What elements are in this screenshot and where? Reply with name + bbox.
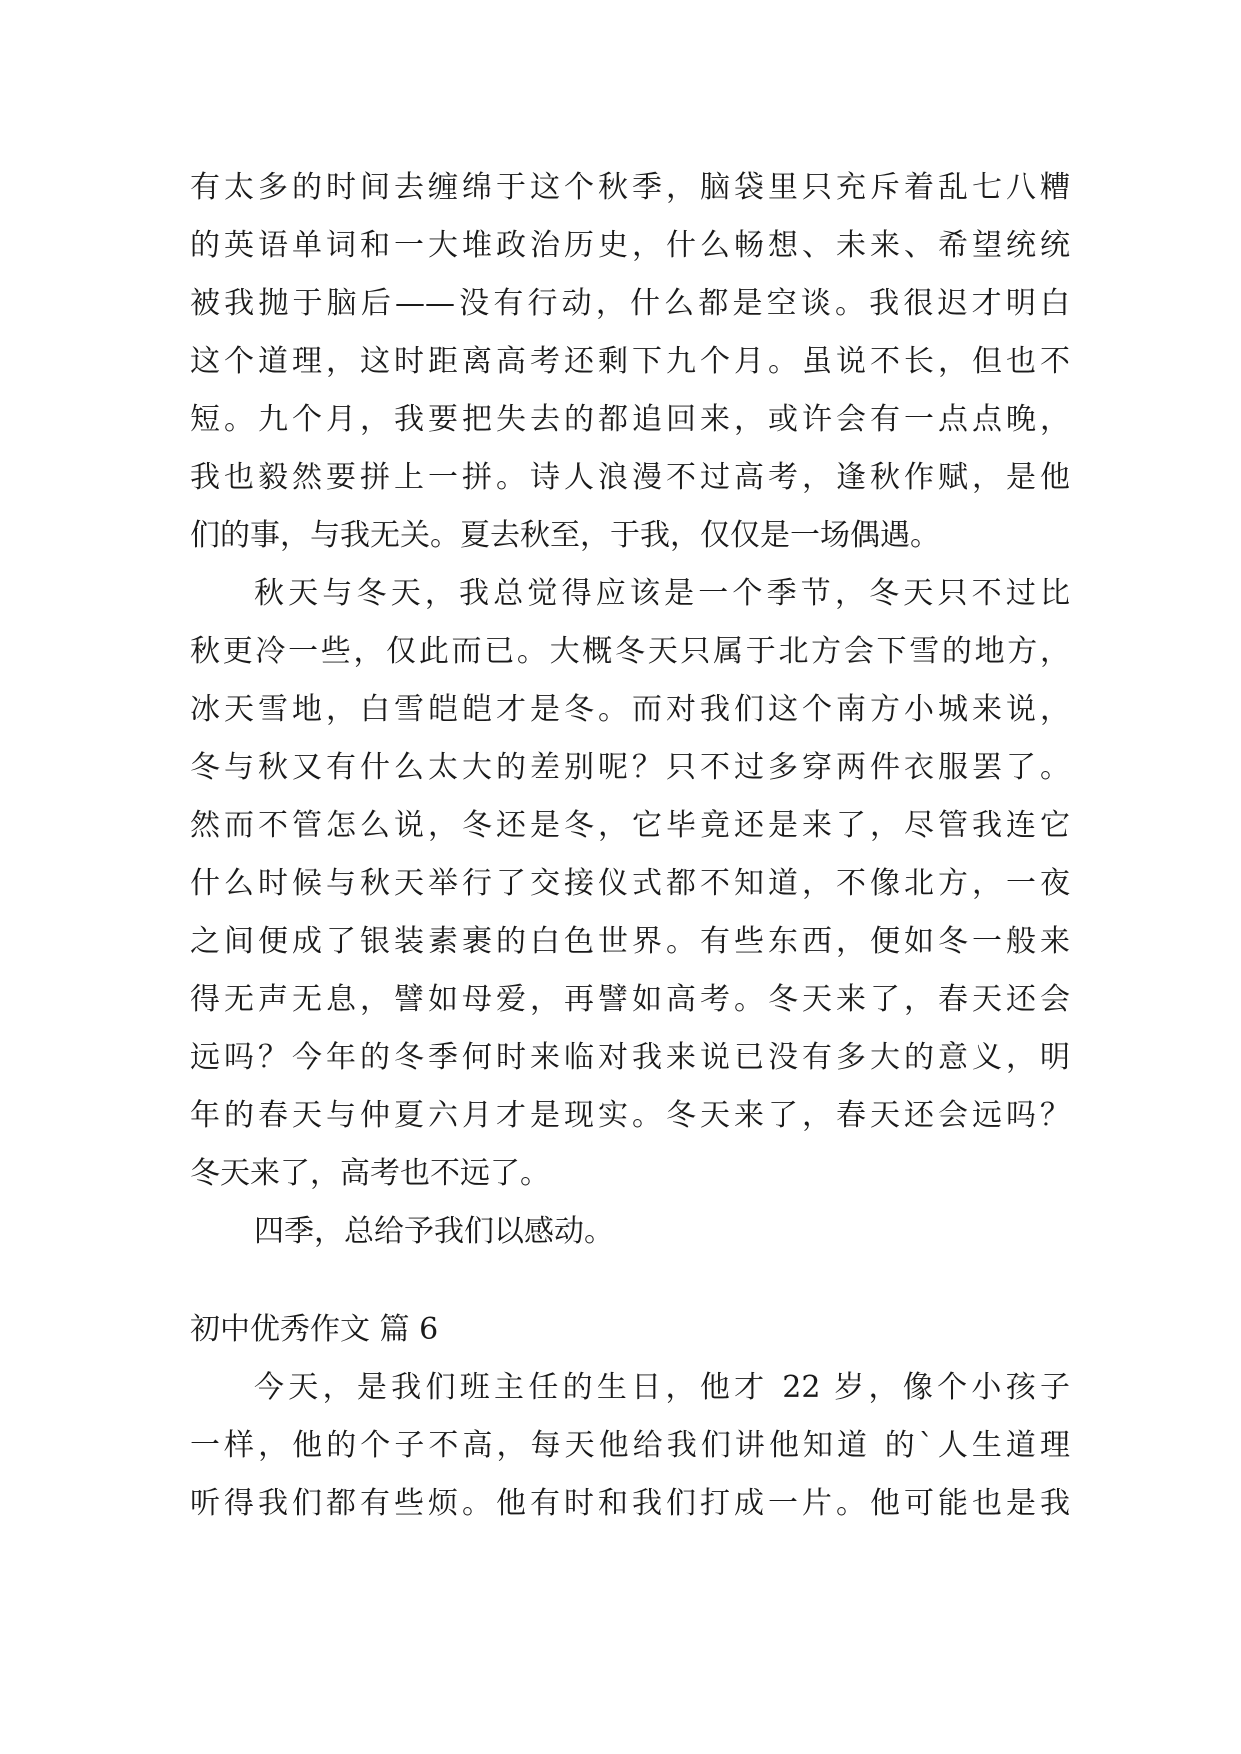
text-line: 们的事，与我无关。夏去秋至，于我，仅仅是一场偶遇。 bbox=[190, 518, 940, 553]
section-heading: 初中优秀作文 篇 6 bbox=[190, 1312, 439, 1347]
paragraph-autumn bbox=[190, 159, 1070, 565]
paragraph-seasons bbox=[190, 1203, 1070, 1261]
text-line: 听得我们都有些烦。他有时和我们打成一片。他可能也是我 bbox=[190, 1486, 1070, 1521]
text-line: 远吗？今年的冬季何时来临对我来说已没有多大的意义，明 bbox=[190, 1040, 1070, 1075]
document-body bbox=[190, 159, 1070, 1533]
text-line: 四季，总给予我们以感动。 bbox=[254, 1214, 614, 1249]
text-line: 冰天雪地，白雪皑皑才是冬。而对我们这个南方小城来说， bbox=[190, 692, 1070, 727]
text-line: 有太多的时间去缠绵于这个秋季，脑袋里只充斥着乱七八糟 bbox=[190, 170, 1070, 205]
text-line: 冬天来了，高考也不远了。 bbox=[190, 1156, 550, 1191]
text-line: 秋更冷一些，仅此而已。大概冬天只属于北方会下雪的地方， bbox=[190, 634, 1070, 669]
text-line: 年的春天与仲夏六月才是现实。冬天来了，春天还会远吗？ bbox=[190, 1098, 1070, 1133]
text-line: 短。九个月，我要把失去的都追回来，或许会有一点点晚， bbox=[190, 402, 1070, 437]
text-line: 这个道理，这时距离高考还剩下九个月。虽说不长，但也不 bbox=[190, 344, 1070, 379]
text-line: 什么时候与秋天举行了交接仪式都不知道，不像北方，一夜 bbox=[190, 866, 1070, 901]
text-line: 我也毅然要拼上一拼。诗人浪漫不过高考，逢秋作赋，是他 bbox=[190, 460, 1070, 495]
section-gap bbox=[190, 1261, 1070, 1301]
text-line: 一样，他的个子不高，每天他给我们讲他知道 的`人生道理 bbox=[190, 1428, 1070, 1463]
text-line: 今天，是我们班主任的生日，他才 22 岁，像个小孩子 bbox=[254, 1370, 1070, 1405]
text-line: 秋天与冬天，我总觉得应该是一个季节，冬天只不过比 bbox=[254, 576, 1070, 611]
text-line: 被我抛于脑后——没有行动，什么都是空谈。我很迟才明白 bbox=[190, 286, 1070, 321]
paragraph-winter bbox=[190, 565, 1070, 1203]
text-line: 冬与秋又有什么太大的差别呢？只不过多穿两件衣服罢了。 bbox=[190, 750, 1070, 785]
paragraph-teacher bbox=[190, 1359, 1070, 1533]
text-line: 的英语单词和一大堆政治历史，什么畅想、未来、希望统统 bbox=[190, 228, 1070, 263]
text-line: 得无声无息，譬如母爱，再譬如高考。冬天来了，春天还会 bbox=[190, 982, 1070, 1017]
text-line: 然而不管怎么说，冬还是冬，它毕竟还是来了，尽管我连它 bbox=[190, 808, 1070, 843]
text-line: 之间便成了银装素裹的白色世界。有些东西，便如冬一般来 bbox=[190, 924, 1070, 959]
